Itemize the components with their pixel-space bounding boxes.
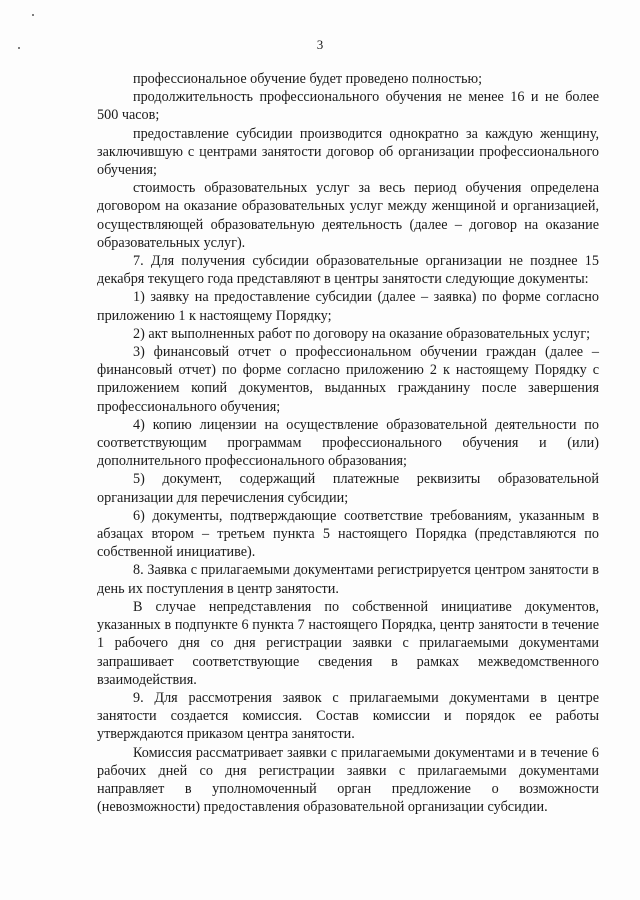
paragraph: 3) финансовый отчет о профессиональном обучении граждан (далее – финансовый отчет) по форме согласно приложению 2 к настоящему Порядку с приложением копий документов, выданных гражданину после завершения профессионального обучения; (97, 344, 599, 415)
paragraph: Комиссия рассматривает заявки с прилагаемыми документами и в течение 6 рабочих дней со дня регистрации заявки с прилагаемыми документами направляет в уполномоченный орган предложение о возможности (невозможности) предоставления образовательной организации субсидии. (97, 744, 599, 816)
paragraph: стоимость образовательных услуг за весь период обучения определена договором на оказание образовательных услуг между женщиной и организацией, осуществляющей образовательную деятельность (далее – договор на оказание образовательных услуг). (97, 180, 599, 251)
paragraph: В случае непредставления по собственной инициативе документов, указанных в подпункте 6 пункта 7 настоящего Порядка, центр занятости в течение 1 рабочего дня со дня регистрации заявки с прилагаемыми документами запрашивает соответствующие сведения в рамках межведомственного взаимодействия. (97, 598, 599, 688)
paragraph: 1) заявку на предоставление субсидии (далее – заявка) по форме согласно приложению 1 к настоящему Порядку; (97, 289, 599, 324)
paragraph: 6) документы, подтверждающие соответствие требованиям, указанным в абзацах втором – третьем пункта 5 настоящего Порядка (представляются по собственной инициативе). (97, 507, 599, 561)
paragraph: 5) документ, содержащий платежные реквизиты образовательной организации для перечисления субсидии; (97, 471, 599, 506)
document-body (97, 70, 599, 816)
paragraph: продолжительность профессионального обучения не менее 16 и не более 500 часов; (97, 89, 599, 124)
paragraph: 9. Для рассмотрения заявок с прилагаемыми документами в центре занятости создается комиссия. Состав комиссии и порядок ее работы утверждаются приказом центра занятости. (97, 689, 599, 743)
paragraph: профессиональное обучение будет проведено полностью; (133, 71, 483, 87)
paragraph: предоставление субсидии производится однократно за каждую женщину, заключившую с центрами занятости договор об организации профессионального обучения; (97, 125, 599, 179)
scan-mark (32, 14, 34, 16)
paragraph: 7. Для получения субсидии образовательные организации не позднее 15 декабря текущего года представляют в центры занятости следующие документы: (97, 253, 599, 288)
paragraph: 2) акт выполненных работ по договору на оказание образовательных услуг; (133, 325, 591, 342)
paragraph: 4) копию лицензии на осуществление образовательной деятельности по соответствующим программам профессионального обучения и (или) дополнительного профессионального образования; (97, 416, 599, 470)
page-number: 3 (316, 37, 324, 52)
paragraph: 8. Заявка с прилагаемыми документами регистрируется центром занятости в день их поступления в центр занятости. (97, 562, 599, 597)
